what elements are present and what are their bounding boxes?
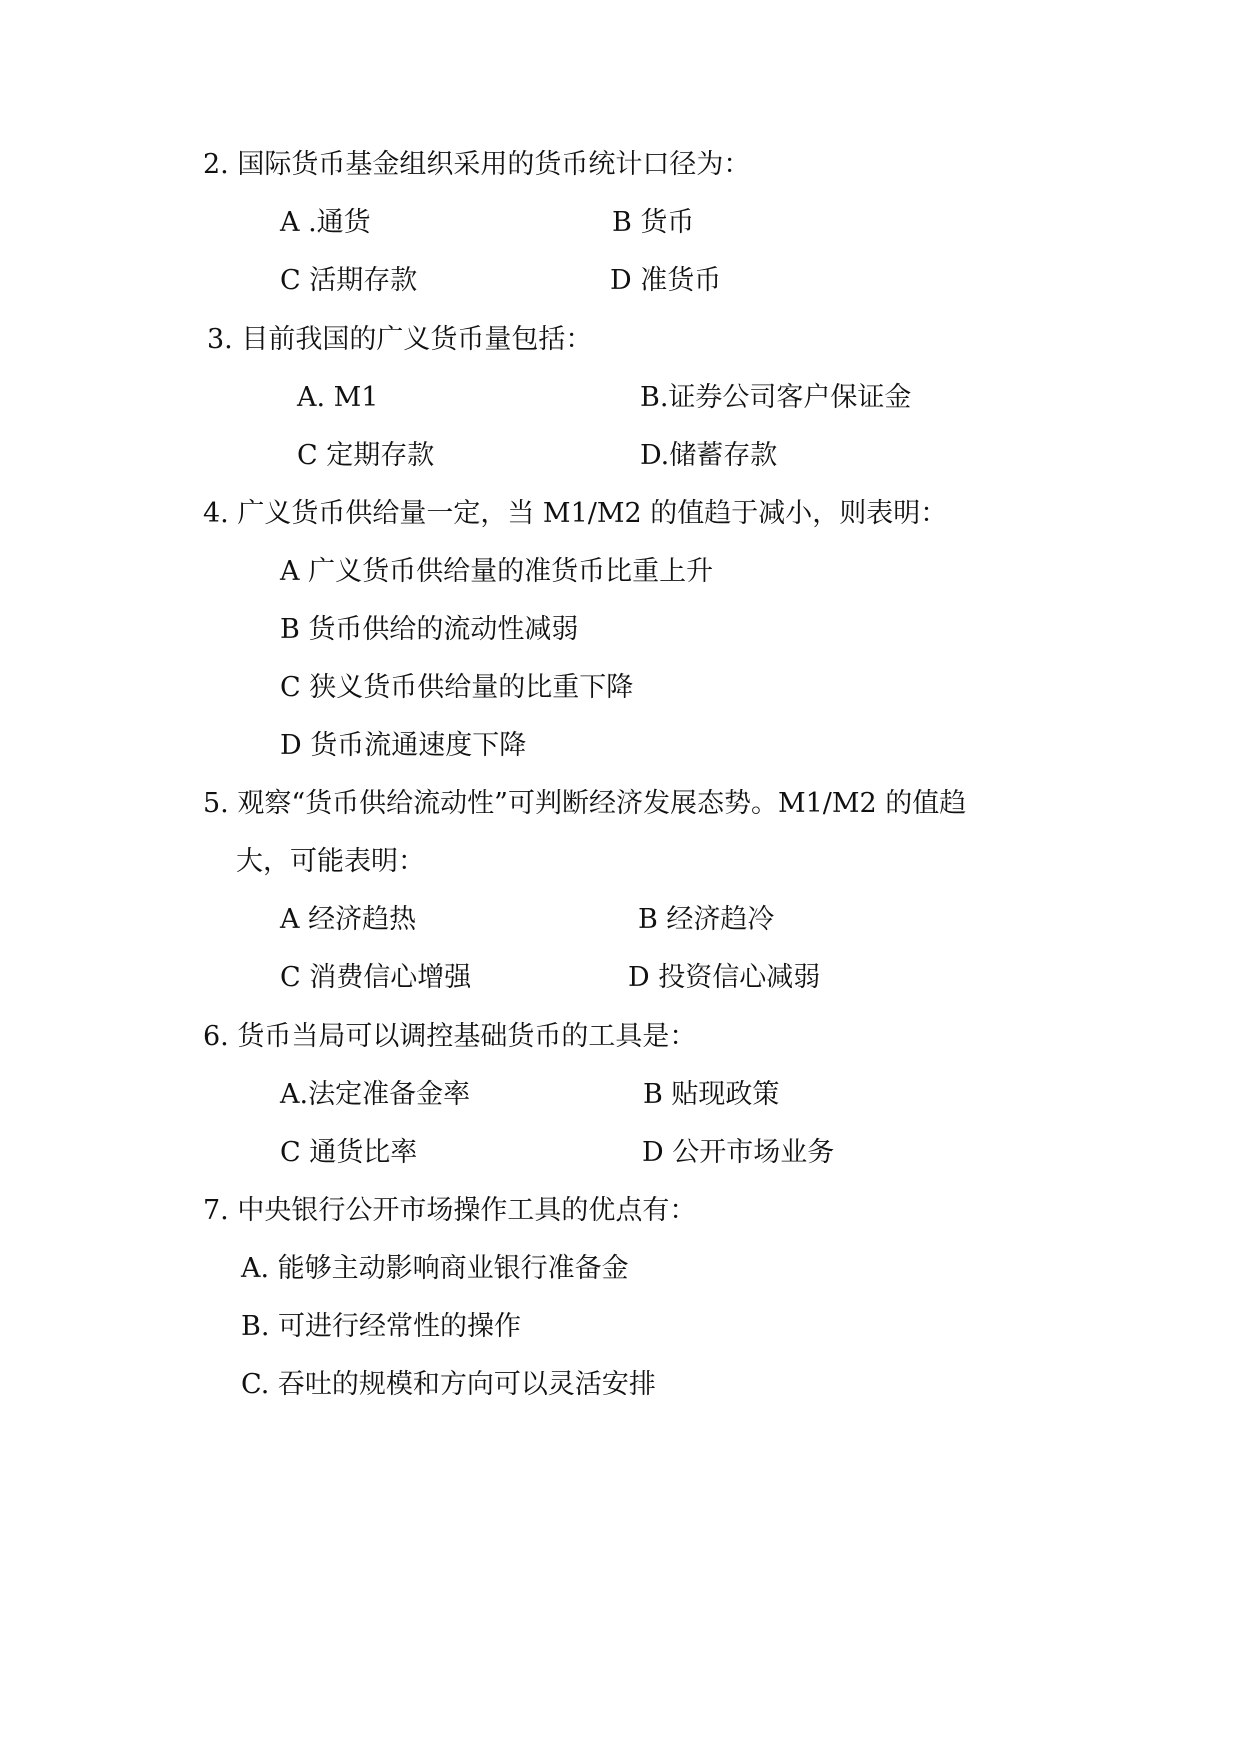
question-6-option-c: C 通货比率	[280, 1137, 418, 1168]
question-7-option-c: C. 吞吐的规模和方向可以灵活安排	[241, 1369, 656, 1400]
question-6-option-a: A.法定准备金率	[280, 1079, 471, 1110]
question-4-stem: 4. 广义货币供给量一定，当 M1/M2 的值趋于减小，则表明：	[203, 498, 948, 529]
question-5-stem: 5. 观察“货币供给流动性”可判断经济发展态势。M1/M2 的值趋	[203, 788, 967, 819]
question-2-option-c: C 活期存款	[280, 265, 418, 296]
question-2-option-d: D 准货币	[610, 265, 722, 296]
question-2-stem: 2. 国际货币基金组织采用的货币统计口径为：	[203, 149, 751, 180]
question-3-option-b: B.证券公司客户保证金	[640, 382, 912, 413]
question-7-option-b: B. 可进行经常性的操作	[241, 1311, 522, 1342]
question-3-option-c: C 定期存款	[297, 440, 435, 471]
question-6-option-b: B 贴现政策	[643, 1079, 780, 1110]
question-7-stem: 7. 中央银行公开市场操作工具的优点有：	[203, 1195, 697, 1226]
question-4-option-a: A 广义货币供给量的准货币比重上升	[280, 556, 714, 587]
question-6-stem: 6. 货币当局可以调控基础货币的工具是：	[203, 1021, 697, 1052]
question-5-option-b: B 经济趋冷	[638, 904, 775, 935]
question-3-option-a: A. M1	[297, 382, 379, 413]
question-4-option-d: D 货币流通速度下降	[280, 730, 527, 761]
question-7-option-a: A. 能够主动影响商业银行准备金	[241, 1253, 629, 1284]
question-4-option-c: C 狭义货币供给量的比重下降	[280, 672, 634, 703]
question-3-option-d: D.储蓄存款	[640, 440, 778, 471]
question-2-option-a: A .通货	[280, 207, 371, 238]
question-5-option-c: C 消费信心增强	[280, 962, 472, 993]
question-5-option-a: A 经济趋热	[280, 904, 417, 935]
question-6-option-d: D 公开市场业务	[642, 1137, 835, 1168]
question-4-option-b: B 货币供给的流动性减弱	[280, 614, 579, 645]
question-2-option-b: B 货币	[612, 207, 695, 238]
question-5-option-d: D 投资信心减弱	[628, 962, 821, 993]
question-5-stem-continued: 大，可能表明：	[236, 846, 425, 877]
question-3-stem: 3. 目前我国的广义货币量包括：	[207, 324, 593, 355]
